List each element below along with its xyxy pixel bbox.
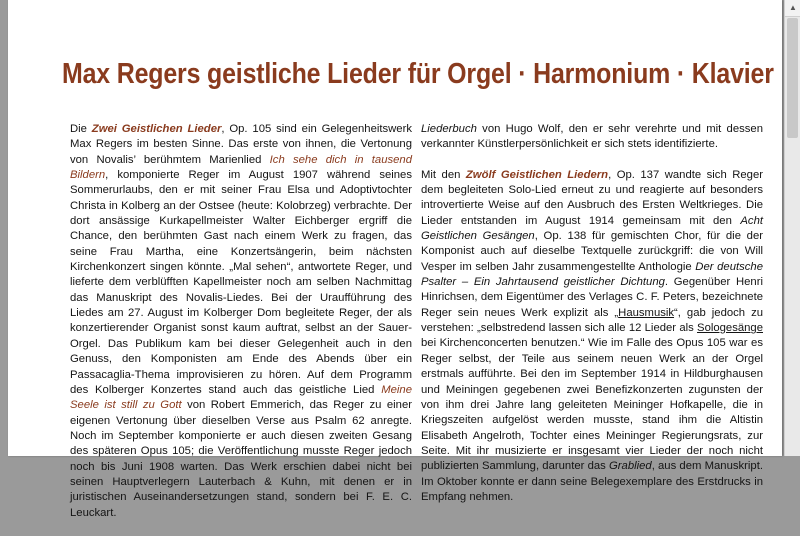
right-column	[421, 122, 763, 520]
scrollbar-thumb[interactable]	[787, 18, 798, 138]
work-title-link: Zwei Geistlichen Lieder	[91, 123, 222, 135]
underlined-term: Sologesänge	[697, 322, 763, 335]
paragraph: Die Zwei Geistlichen Lieder, Op. 105 sind ein Gelegenheitswerk Max Regers im besten Sinne. Das erste von ihnen, die Vertonung von Novalis’ berühmtem Marienlied Ich sehe dich in tausend Bildern, komponierte Reger im August 1907 während seines Sommerurlaubs, den er mit seiner Frau Elsa und Adoptivtochter Christa in Kolberg an der Ostsee (heute: Kolobrzeg) verbrachte. Der dort ansässige Kurkapellmeister Walter Eichberger ergriff die Chance, den berühmten Gast nach einem Werk zu fragen, das seine Frau Martha, eine Konzertsängerin, beim nächsten Kirchenkonzert singen könnte. „Mal sehen“, antwortete Reger, und lieferte dem verblüfften Kapellmeister noch am selben Nachmittag das Manuskript des Novalis-Liedes. Bei der Uraufführung des Liedes am 27. August im Kolberger Dom begleitete Reger, der als konzertierender Organist sonst kaum auftrat, selbst an der Sauer-Orgel. Das Publikum kam bei dieser Gelegenheit auch in den Genuss, den Komponisten am Ende des Abends über ein Passacaglia-Thema improvisieren zu hören. Auf dem Programm des Kolberger Konzertes stand auch das geistliche Lied Meine Seele ist still zu Gott von Robert Emmerich, das Reger zu einer eigenen Vertonung über dieselben Verse aus Psalm 62 anregte. Noch im September komponierte er auch diesen zweiten Gesang des späteren Opus 105; die Veröffentlichung musste Reger jedoch noch bis Juni 1908 warten. Das Werk erschien dabei nicht bei seinen Hauptverlegern Lauterbach & Kuhn, mit denen er in juristischen Auseinandersetzungen stand, sondern bei F. E. C. Leuckart.	[70, 123, 413, 519]
work-title: Der deutsche Psalter – Ein Jahrtausend geistlicher Dichtung	[421, 260, 763, 289]
work-title: Grablied	[608, 460, 652, 473]
work-title-link: Zwölf Geistlichen Liedern	[465, 168, 609, 181]
scroll-up-arrow-icon[interactable]: ▲	[785, 0, 800, 17]
work-title-link: Meine Seele ist still zu Gott	[70, 383, 412, 412]
document-page	[8, 0, 782, 519]
page-title: Max Regers geistliche Lieder für Orgel · Harmonium · Klavier	[62, 58, 774, 90]
work-title: Acht Geistlichen Gesängen	[421, 214, 763, 243]
work-title: Liederbuch	[421, 123, 477, 135]
paragraph: Mit den Zwölf Geistlichen Liedern, Op. 137 wandte sich Reger dem begleiteten Solo-Lied erneut zu und reagierte auf besonders introvertierte Weise auf den Ausbruch des Ersten Weltkrieges. Die Lieder entstanden im August 1914 gemeinsam mit den Acht Geistlichen Gesängen, Op. 138 für gemischten Chor, für die der Komponist auch auf dieselbe Textquelle zurückgriff: die von Will Vesper im selben Jahr zusammengestellte Anthologie Der deutsche Psalter – Ein Jahrtausend geistlicher Dichtung. Gegenüber Henri Hinrichsen, dem Eigentümer des Verlages C. F. Peters, bezeichnete Reger sein neues Werk explizit als „Hausmusik“, gab jedoch zu verstehen: „selbstredend lassen sich alle 12 Lieder als Sologesänge bei Kirchenconcerten benutzen.“ Wie im Falle des Opus 105 war es Reger selbst, der Teile aus seinem neuen Werk an der Orgel erstmals aufführte. Bei den im September 1914 in Hildburghausen und Meiningen gegebenen zwei Benefizkonzerten zugunsten der von ihm drei Jahre lang geleiteten Meininger Hofkapelle, die in Kriegszeiten aufgelöst werden musste, stand ihm die Altistin Elisabeth Angelroth, Tochter eines Meininger Regierungsrats, zur Seite. Mit ihr musizierte er insgesamt vier Lieder der noch nicht publizierten Sammlung, darunter das Grablied, aus dem Manuskript. Im Oktober konnte er dann seine Belegexemplare des Erstdrucks in Empfang nehmen.	[421, 168, 763, 503]
vertical-scrollbar[interactable]	[784, 0, 800, 456]
work-title-link: Ich sehe dich in tausend Bildern	[70, 153, 412, 182]
left-column	[70, 122, 412, 536]
underlined-term: Hausmusik	[618, 306, 675, 319]
paragraph: Liederbuch von Hugo Wolf, den er sehr verehrte und mit dessen verkannter Künstlerpersönlichkeit er sich stets identifizierte.	[421, 123, 763, 151]
